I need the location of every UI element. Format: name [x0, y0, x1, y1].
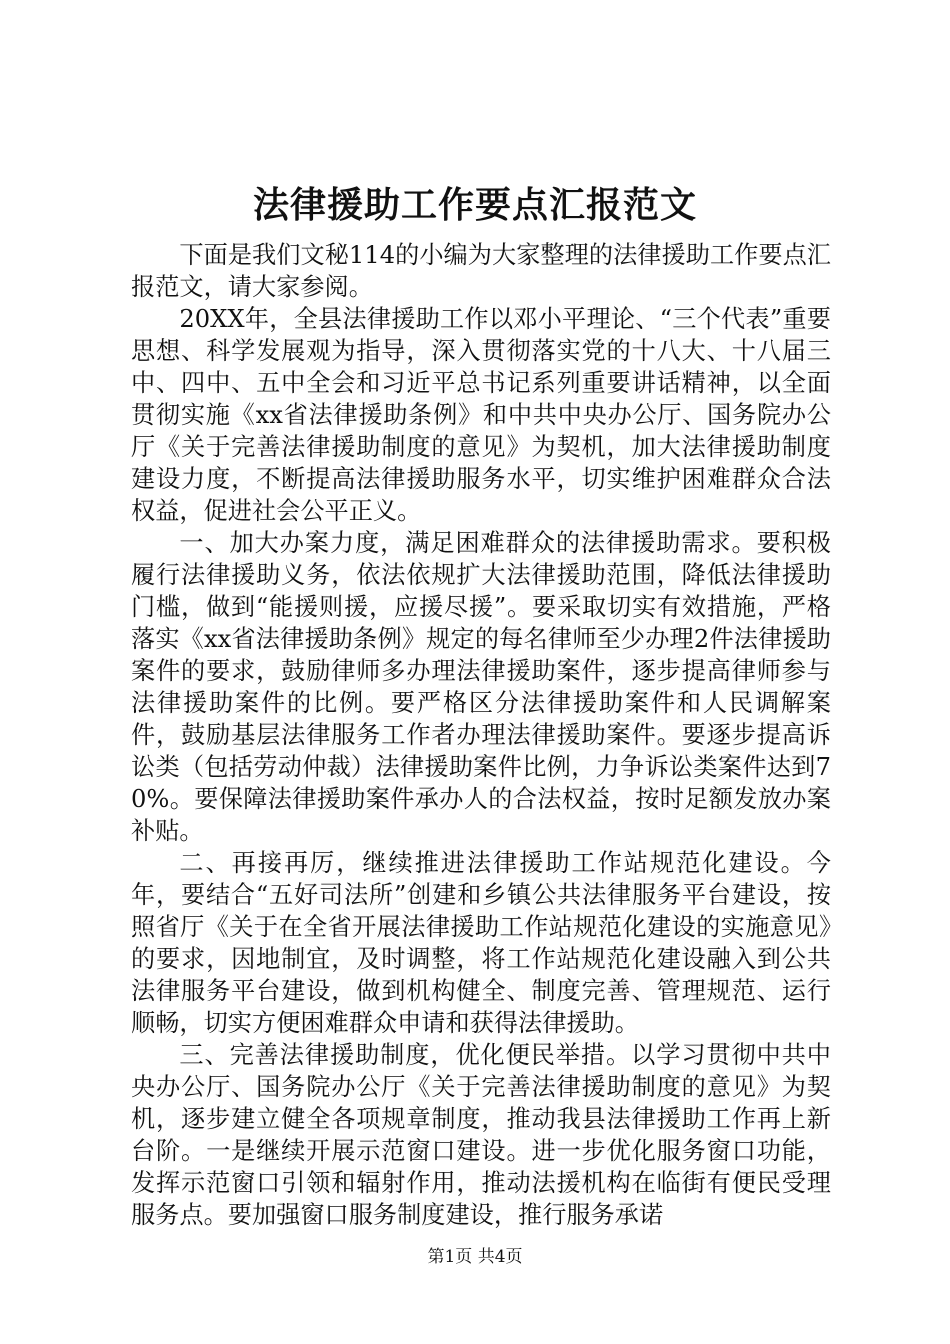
- paragraph-section-2: 二、再接再厉，继续推进法律援助工作站规范化建设。今年，要结合“五好司法所”创建和乡镇公共法律服务平台建设，按照省厅《关于在全省开展法律援助工作站规范化建设的实施意见》的要求，因地制宜，及时调整，将工作站规范化建设融入到公共法律服务平台建设，做到机构健全、制度完善、管理规范、运行顺畅，切实方便困难群众申请和获得法律援助。: [131, 849, 831, 1037]
- paragraph-section-1: 一、加大办案力度，满足困难群众的法律援助需求。要积极履行法律援助义务，依法依规扩大法律援助范围，降低法律援助门槛，做到“能援则援，应援尽援”。要采取切实有效措施，严格落实《xx省法律援助条例》规定的每名律师至少办理2件法律援助案件的要求，鼓励律师多办理法律援助案件，逐步提高律师参与法律援助案件的比例。要严格区分法律援助案件和人民调解案件，鼓励基层法律服务工作者办理法律援助案件。要逐步提高诉讼类（包括劳动仲裁）法律援助案件比例，力争诉讼类案件达到70%。要保障法律援助案件承办人的合法权益，按时足额发放办案补贴。: [131, 529, 831, 845]
- page-number-footer: 第1页 共4页: [427, 1247, 523, 1267]
- paragraph-intro: 下面是我们文秘114的小编为大家整理的法律援助工作要点汇报范文，请大家参阅。: [131, 241, 831, 301]
- paragraph-overview: 20XX年，全县法律援助工作以邓小平理论、“三个代表”重要思想、科学发展观为指导，深入贯彻落实党的十八大、十八届三中、四中、五中全会和习近平总书记系列重要讲话精神，以全面贯彻实施《xx省法律援助条例》和中共中央办公厅、国务院办公厅《关于完善法律援助制度的意见》为契机，加大法律援助制度建设力度，不断提高法律援助服务水平，切实维护困难群众合法权益，促进社会公平正义。: [131, 305, 831, 525]
- paragraph-section-3: 三、完善法律援助制度，优化便民举措。以学习贯彻中共中央办公厅、国务院办公厅《关于完善法律援助制度的意见》为契机，逐步建立健全各项规章制度，推动我县法律援助工作再上新台阶。一是继续开展示范窗口建设。进一步优化服务窗口功能，发挥示范窗口引领和辐射作用，推动法援机构在临街有便民受理服务点。要加强窗口服务制度建设，推行服务承诺: [131, 1041, 831, 1229]
- document-body: [131, 239, 831, 1229]
- document-title: 法律援助工作要点汇报范文: [252, 184, 697, 226]
